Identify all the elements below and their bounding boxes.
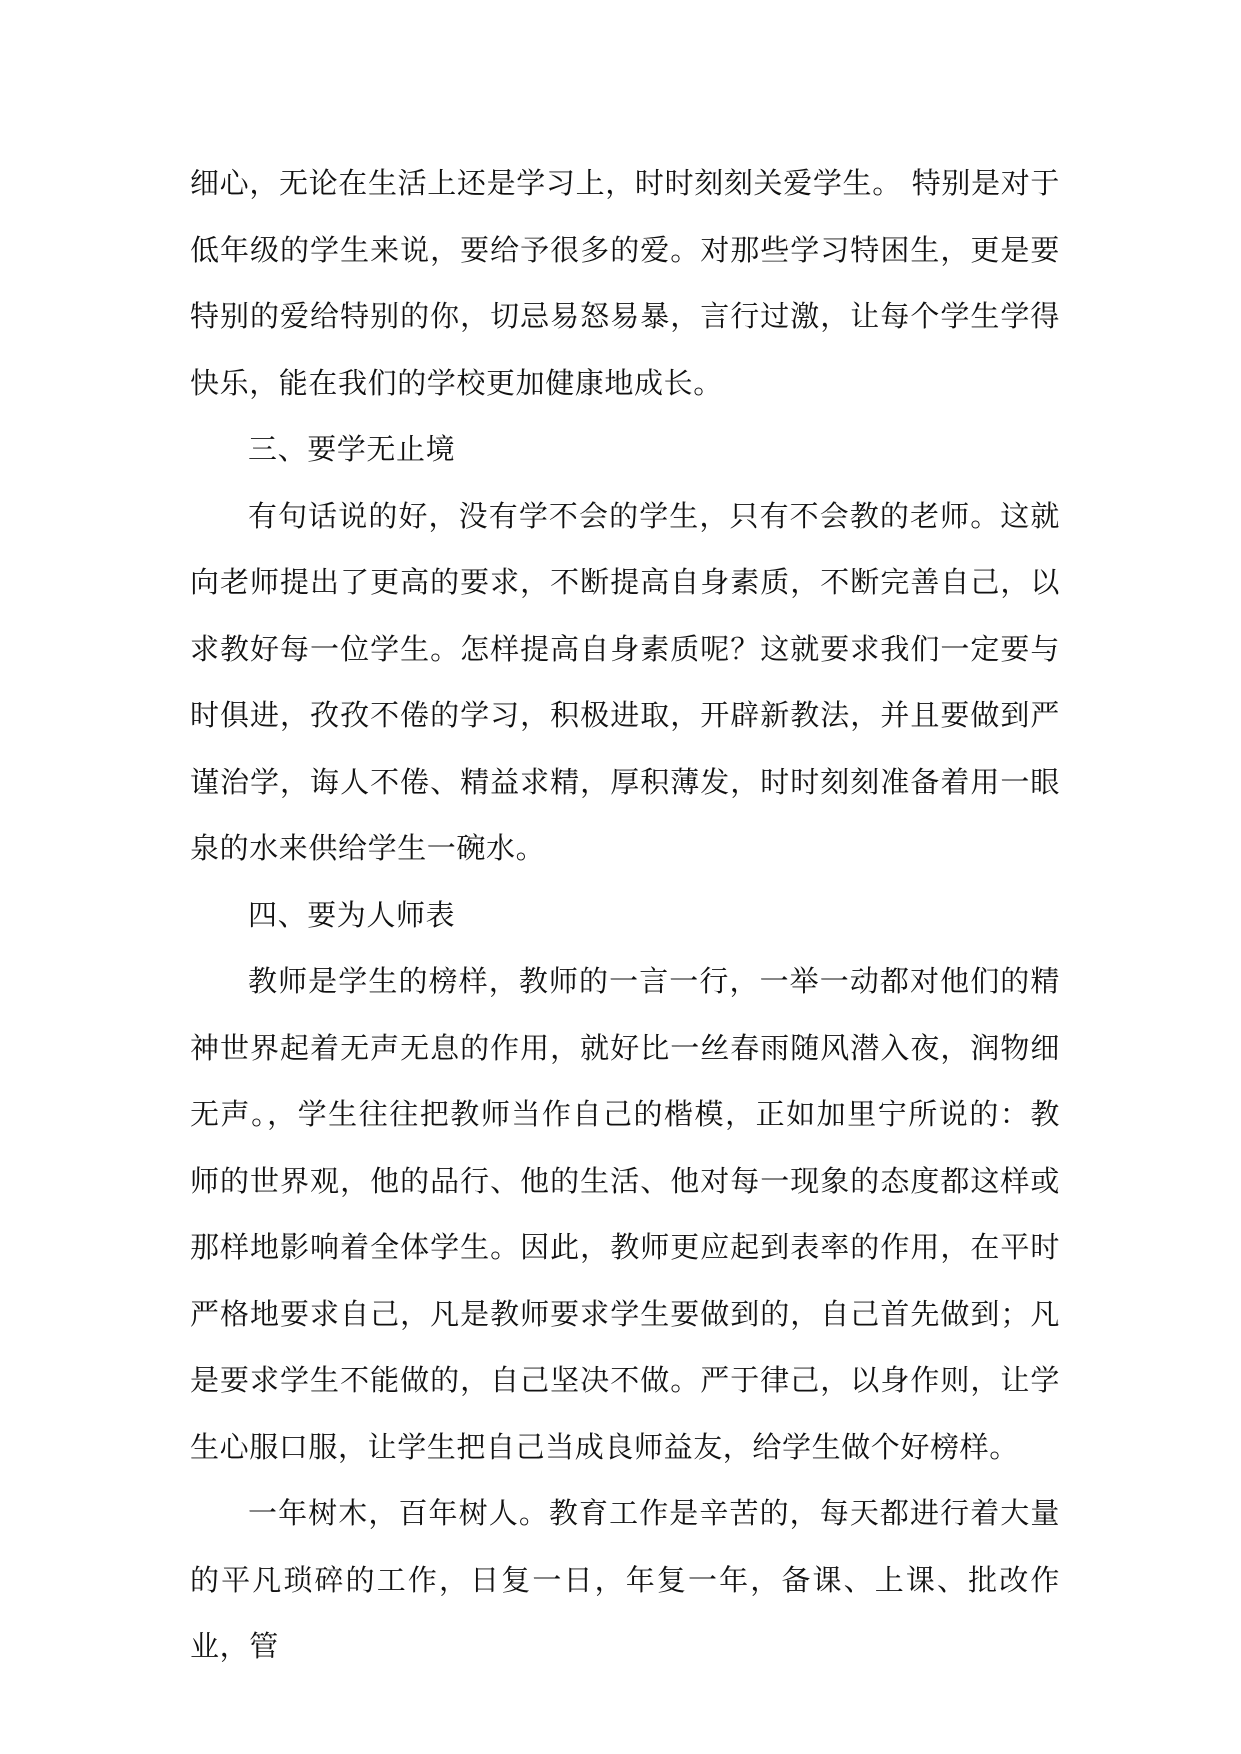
section-heading-3: 三、要学无止境: [248, 432, 456, 466]
paragraph-role-model: 教师是学生的榜样，教师的一言一行，一举一动都对他们的精神世界起着无声无息的作用，就好比一丝春雨随风潜入夜，润物细无声。，学生往往把教师当作自己的楷模，正如加里宁所说的：教师的世界观，他的品行、他的生活、他对每一现象的态度都这样或那样地影响着全体学生。因此，教师更应起到表率的作用，在平时严格地要求自己，凡是教师要求学生要做到的，自己首先做到；凡是要求学生不能做的，自己坚决不做。严于律己，以身作则，让学生心服口服，让学生把自己当成良师益友，给学生做个好榜样。: [190, 964, 1060, 1464]
paragraph-learning: 有句话说的好，没有学不会的学生，只有不会教的老师。这就向老师提出了更高的要求，不断提高自身素质，不断完善自己，以求教好每一位学生。怎样提高自身素质呢？这就要求我们一定要与时俱进，孜孜不倦的学习，积极进取，开辟新教法，并且要做到严谨治学，诲人不倦、精益求精，厚积薄发，时时刻刻准备着用一眼泉的水来供给学生一碗水。: [190, 498, 1060, 865]
paragraph-closing: 一年树木，百年树人。教育工作是辛苦的，每天都进行着大量的平凡琐碎的工作，日复一日，年复一年，备课、上课、批改作业，管: [190, 1496, 1060, 1663]
document-body: [190, 150, 1060, 1680]
paragraph-continuation: 细心，无论在生活上还是学习上，时时刻刻关爱学生。 特别是对于低年级的学生来说，要给予很多的爱。对那些学习特困生，更是要特别的爱给特别的你，切忌易怒易暴，言行过激，让每个学生学得快乐，能在我们的学校更加健康地成长。: [190, 166, 1060, 400]
section-heading-4: 四、要为人师表: [248, 897, 456, 932]
